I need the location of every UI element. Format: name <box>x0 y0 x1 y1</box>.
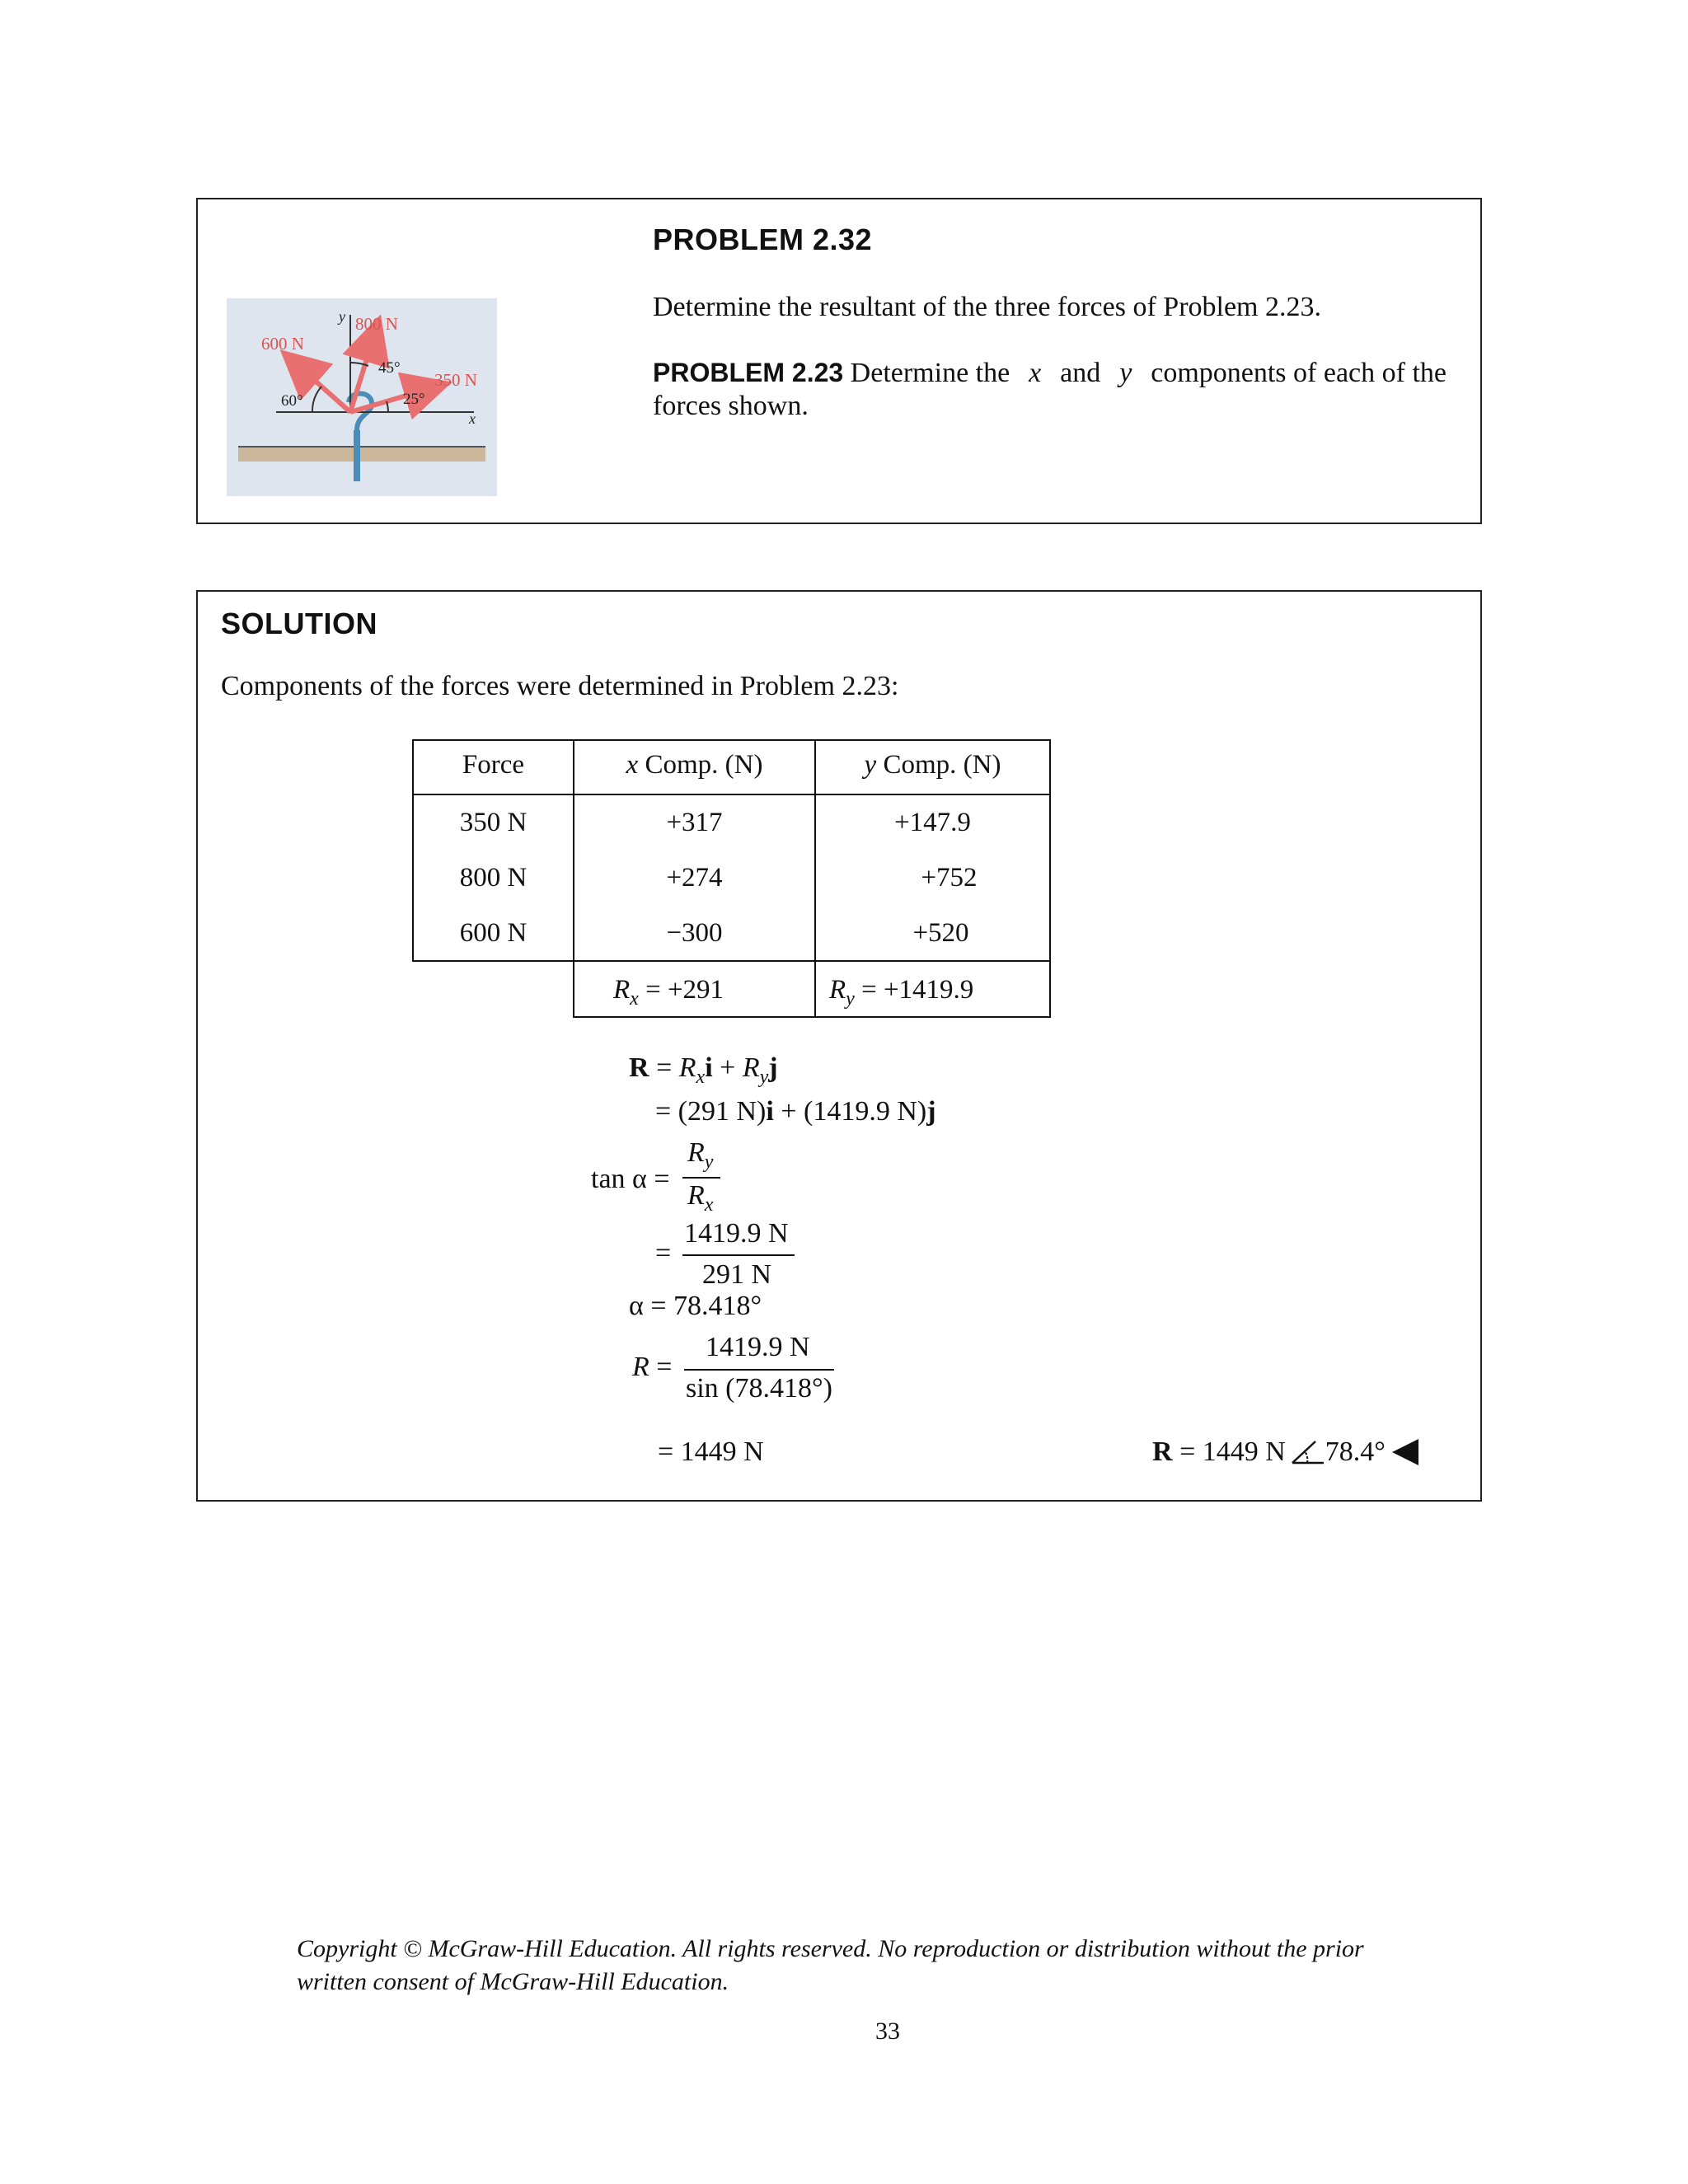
eq-frac3-num: 1419.9 N <box>706 1332 810 1362</box>
eq-frac2-den: 291 N <box>702 1259 772 1290</box>
answer-magnitude: = 1449 N <box>1179 1436 1286 1467</box>
page-number: 33 <box>875 2018 900 2045</box>
label-y-axis: y <box>339 308 345 325</box>
table-row-2-y: +752 <box>921 863 978 893</box>
eq-frac1-den: $R_x$ <box>687 1180 714 1216</box>
eq-r-result: = 1449 N <box>658 1436 764 1467</box>
angle-symbol-icon <box>1289 1438 1325 1466</box>
label-x-axis: x <box>469 410 476 427</box>
label-25deg: 25° <box>403 391 425 408</box>
frac2-bar <box>682 1254 795 1256</box>
ref-text-2: components of each of the <box>1151 358 1447 388</box>
solution-title: SOLUTION <box>221 607 377 640</box>
table-row-2-force: 800 N <box>459 863 528 893</box>
table-sum-ry: $R_y = +1419.9$ <box>829 975 974 1010</box>
eq-alpha: α = 78.418° <box>629 1291 762 1321</box>
table-row-3-force: 600 N <box>459 918 528 948</box>
problem-reference-line2: forces shown. <box>653 391 809 421</box>
ground-surface <box>238 447 485 462</box>
ref-y: y <box>1119 358 1132 388</box>
table-row-1-y: +147.9 <box>894 808 971 837</box>
reference-problem-label: PROBLEM 2.23 <box>653 358 844 387</box>
eq-r-label: R = <box>632 1352 673 1382</box>
eq-resultant-vector: $R = R_xi + R_yj$ <box>629 1052 778 1088</box>
problem-title: PROBLEM 2.32 <box>653 223 873 256</box>
table-row-3-y: +520 <box>912 918 969 948</box>
label-350N: 350 N <box>434 370 477 390</box>
table-sum-rx: $R_x = +291$ <box>613 975 724 1010</box>
eq-frac3-den: sin (78.418°) <box>686 1373 832 1404</box>
table-header-force: Force <box>462 750 525 780</box>
copyright-line-1: Copyright © McGraw-Hill Education. All rights reserved. No reproduction or distribution without the prior <box>297 1935 1364 1962</box>
final-answer <box>1152 1436 1420 1468</box>
copyright-line-2: written consent of McGraw-Hill Education. <box>297 1968 729 1995</box>
ref-and: and <box>1060 358 1101 388</box>
table-header-x: x Comp. (N) <box>626 750 763 780</box>
eq-tan-label: tan α = <box>591 1164 670 1194</box>
answer-r-symbol: R <box>1152 1436 1173 1467</box>
answer-marker-icon <box>1390 1437 1420 1467</box>
eq-frac2-num: 1419.9 N <box>684 1218 789 1249</box>
ref-x: x <box>1029 358 1042 388</box>
eq-resultant-values: = (291 N)i + (1419.9 N)j <box>655 1096 936 1127</box>
answer-angle: 78.4° <box>1325 1436 1386 1467</box>
frac3-bar <box>684 1369 834 1371</box>
eq-frac2-eq: = <box>655 1238 672 1268</box>
problem-reference-line1 <box>653 358 1447 389</box>
ref-text-1: Determine the <box>850 358 1010 388</box>
label-45deg: 45° <box>378 359 401 377</box>
label-800N: 800 N <box>355 314 398 334</box>
solution-intro: Components of the forces were determined in Problem 2.23: <box>221 671 899 701</box>
label-60deg: 60° <box>281 392 303 410</box>
table-row-1-x: +317 <box>666 808 723 837</box>
eq-frac1-num: $R_y$ <box>687 1137 714 1173</box>
table-header-y: y Comp. (N) <box>864 750 1001 780</box>
table-row-1-force: 350 N <box>459 808 528 837</box>
table-row-3-x: −300 <box>666 918 723 948</box>
frac1-bar <box>682 1177 720 1179</box>
solution-box <box>196 590 1482 1502</box>
table-row-2-x: +274 <box>666 863 723 893</box>
label-600N: 600 N <box>261 334 304 354</box>
problem-statement: Determine the resultant of the three forces of Problem 2.23. <box>653 292 1322 322</box>
force-diagram <box>227 298 497 496</box>
